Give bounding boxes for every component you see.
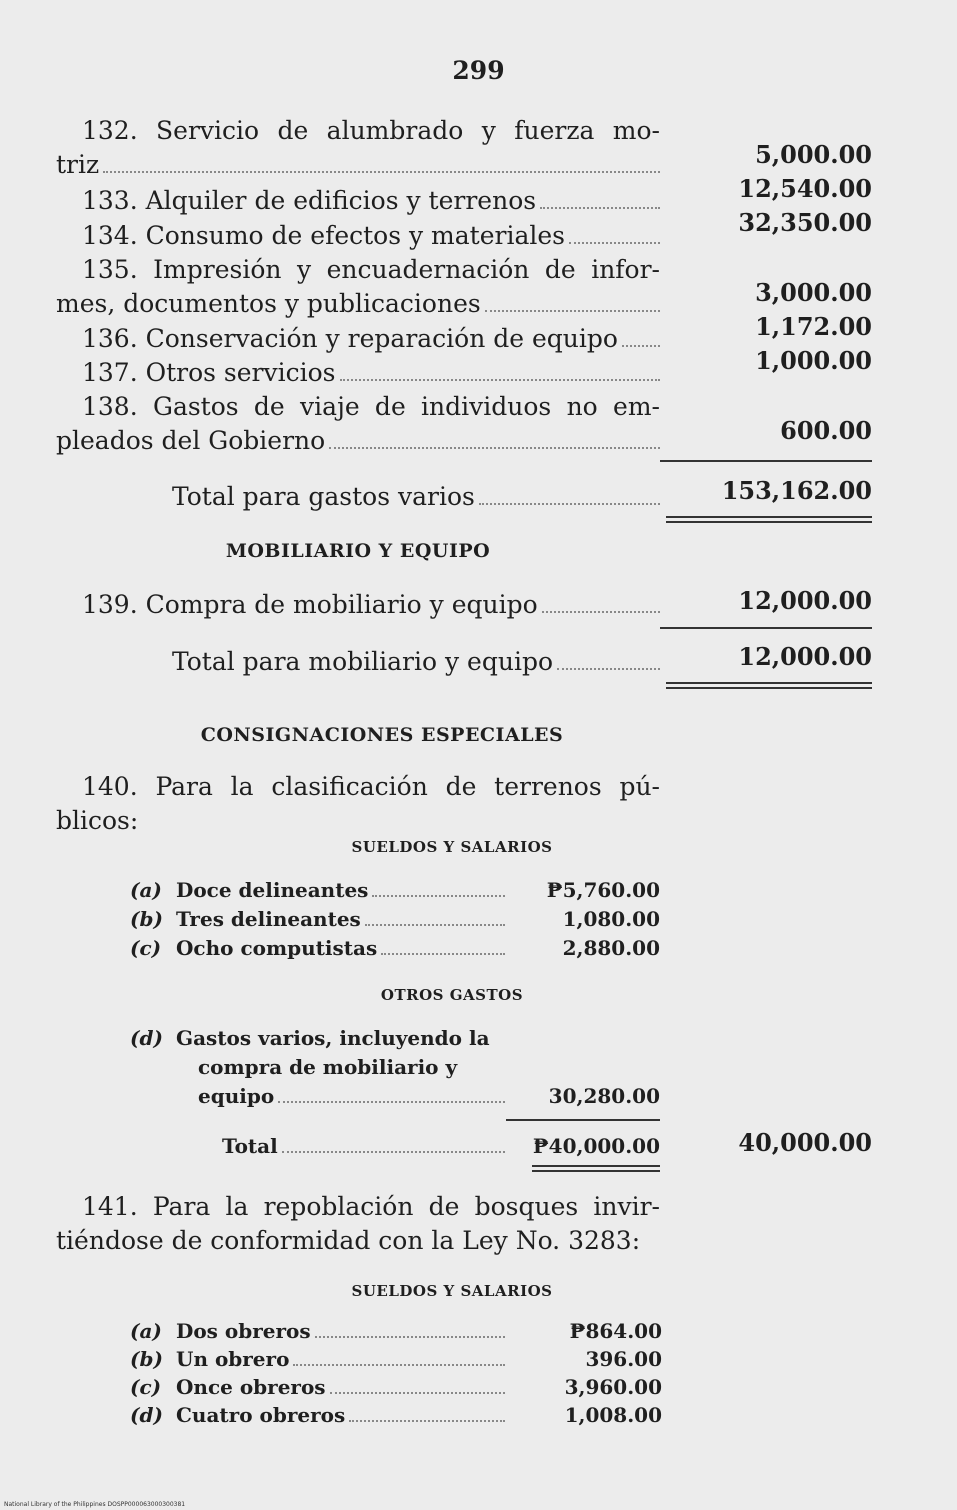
item-140-sueldo-a: (a) Doce delineantes: [130, 876, 505, 905]
item-140-outer-amount: 40,000.00: [738, 1128, 872, 1157]
mark-a: (a): [130, 878, 162, 902]
item-140-total-label: Total: [222, 1134, 278, 1158]
item-138-line1: 138. Gastos de viaje de individuos no em-: [82, 392, 660, 421]
item-133-label: 133. Alquiler de edificios y terrenos: [82, 186, 537, 215]
item-132: [56, 114, 660, 182]
item-136-amount: 1,172.00: [755, 312, 872, 341]
item-140-line1: 140. Para la clasificación de terrenos pú-: [82, 772, 660, 801]
total-gastos-amount: 153,162.00: [721, 476, 872, 505]
total-double-rule: [666, 516, 872, 523]
item-141-sueldo-c: (c) Once obreros: [130, 1373, 505, 1402]
item-141-sueldo-a-amount: ₱864.00: [569, 1319, 662, 1343]
item-140-sueldo-c: (c) Ocho computistas: [130, 934, 505, 963]
page-number: 299: [452, 56, 505, 85]
item-134: [56, 219, 660, 253]
item-139: [56, 588, 660, 622]
item-133-amount: 12,540.00: [738, 174, 872, 203]
item-140-otros-amount: 30,280.00: [548, 1084, 660, 1108]
item-140-sueldo-b-amount: 1,080.00: [562, 907, 660, 931]
item-133: [56, 184, 660, 218]
item-135-line1: 135. Impresión y encuadernación de infor-: [82, 255, 660, 284]
mark-b: (b): [130, 907, 163, 931]
item-141-sueldo-d-amount: 1,008.00: [564, 1403, 662, 1427]
item-132-line2: triz: [56, 150, 100, 179]
item-140: [56, 770, 660, 838]
section-heading-especiales: CONSIGNACIONES ESPECIALES: [200, 724, 564, 746]
item-140-rule: [506, 1119, 660, 1121]
item-137: [56, 356, 660, 390]
item-134-label: 134. Consumo de efectos y materiales: [82, 221, 565, 250]
item-135-line2: mes, documentos y publicaciones: [56, 289, 481, 318]
item-141-sueldo-b-amount: 396.00: [585, 1347, 662, 1371]
item-136: [56, 322, 660, 356]
total-mobiliario: [172, 645, 660, 679]
item-138-line2: pleados del Gobierno: [56, 426, 326, 455]
item-141: [56, 1190, 660, 1258]
item-140-sueldo-c-amount: 2,880.00: [562, 936, 660, 960]
item-140-total: [222, 1132, 505, 1161]
item-140-total-amount: ₱40,000.00: [532, 1134, 660, 1158]
total-gastos-varios: [172, 480, 660, 514]
item-141-sueldo-d: (d) Cuatro obreros: [130, 1401, 505, 1430]
item-140-sueldo-b: (b) Tres delineantes: [130, 905, 505, 934]
item-137-amount: 1,000.00: [755, 346, 872, 375]
item-136-label: 136. Conservación y reparación de equipo: [82, 324, 618, 353]
item-135-amount: 3,000.00: [755, 278, 872, 307]
item-138-amount: 600.00: [780, 416, 872, 445]
item-141-line1: 141. Para la repoblación de bosques invir-: [82, 1192, 660, 1221]
section-heading-mobiliario: MOBILIARIO Y EQUIPO: [225, 540, 491, 562]
item-135: [56, 253, 660, 321]
item-141-sueldo-b: (b) Un obrero: [130, 1345, 505, 1374]
subheading-sueldos-140: SUELDOS Y SALARIOS: [351, 838, 553, 856]
item-140-double-rule: [532, 1165, 660, 1172]
mobiliario-double-rule: [666, 682, 872, 689]
item-141-sueldo-c-amount: 3,960.00: [564, 1375, 662, 1399]
item-140-otros-d: (d) Gastos varios, incluyendo la compra de mobiliario y equipo: [130, 1024, 505, 1111]
item-140-sueldo-a-amount: ₱5,760.00: [546, 878, 660, 902]
subheading-sueldos-141: SUELDOS Y SALARIOS: [351, 1282, 553, 1300]
item-132-line1: 132. Servicio de alumbrado y fuerza mo-: [82, 116, 660, 145]
item-139-amount: 12,000.00: [738, 586, 872, 615]
item-138: [56, 390, 660, 458]
subheading-otros-gastos: OTROS GASTOS: [380, 986, 524, 1004]
item-137-label: 137. Otros servicios: [82, 358, 336, 387]
subtotal-rule: [660, 460, 872, 462]
total-gastos-label: Total para gastos varios: [172, 482, 475, 511]
mobiliario-rule: [660, 627, 872, 629]
footer-credit: National Library of the Philippines DOSPP000063000300381: [4, 1501, 186, 1508]
item-141-sueldo-a: (a) Dos obreros: [130, 1317, 505, 1346]
total-mobiliario-label: Total para mobiliario y equipo: [172, 647, 554, 676]
mark-d: (d): [130, 1026, 163, 1050]
item-134-amount: 32,350.00: [738, 208, 872, 237]
item-141-line2: tiéndose de conformidad con la Ley No. 3283:: [56, 1226, 641, 1255]
total-mobiliario-amount: 12,000.00: [738, 642, 872, 671]
mark-c: (c): [130, 936, 162, 960]
item-139-label: 139. Compra de mobiliario y equipo: [82, 590, 538, 619]
item-132-amount: 5,000.00: [755, 140, 872, 169]
item-140-line2: blicos:: [56, 806, 139, 835]
